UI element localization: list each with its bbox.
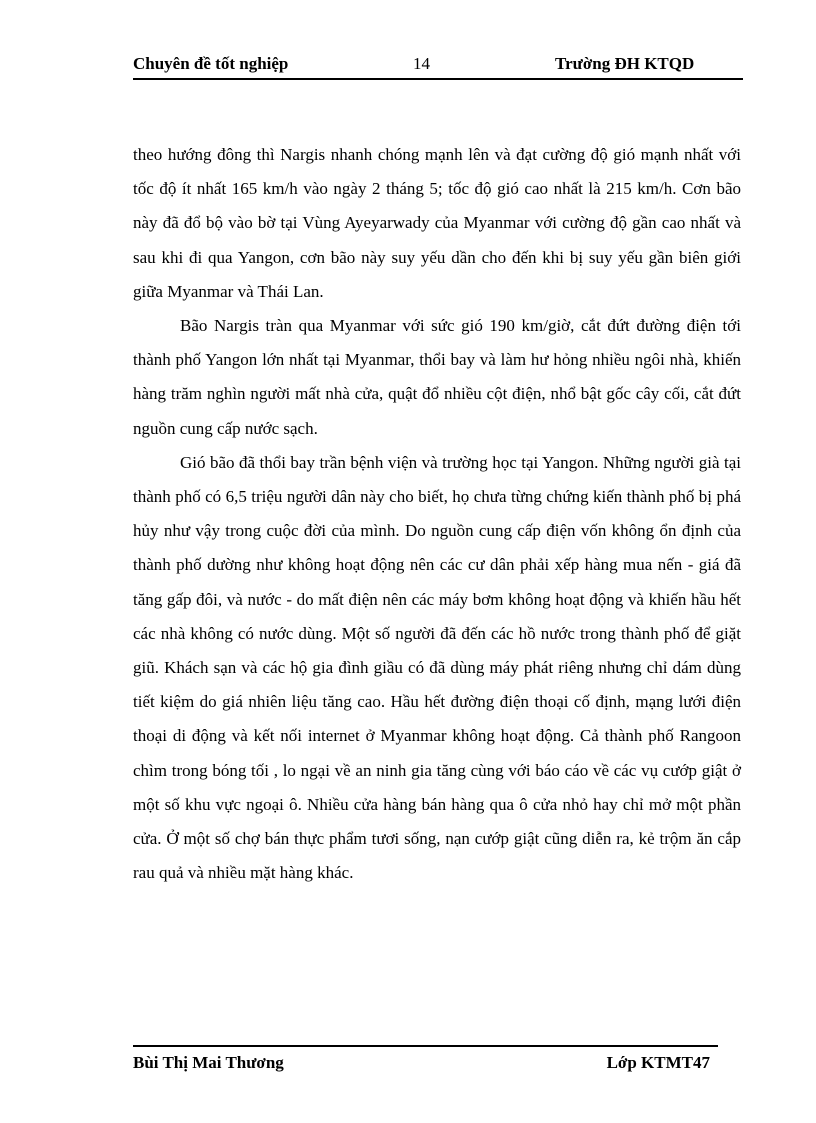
- page-header: [133, 52, 743, 80]
- document-body: [133, 138, 741, 890]
- header-document-title: Chuyên đề tốt nghiệp: [133, 54, 289, 73]
- body-paragraph-1: theo hướng đông thì Nargis nhanh chóng mạnh lên và đạt cường độ gió mạnh nhất với tốc độ ít nhất 165 km/h vào ngày 2 tháng 5; tốc độ gió cao nhất là 215 km/h. Cơn bão này đã đổ bộ vào bờ tại Vùng Ayeyarwady của Myanmar với cường độ gần cao nhất và sau khi đi qua Yangon, cơn bão này suy yếu dần cho đến khi bị suy yếu gần biên giới giữa Myanmar và Thái Lan.: [133, 145, 741, 301]
- footer-class: Lớp KTMT47: [606, 1053, 710, 1072]
- footer-author: Bùi Thị Mai Thương: [133, 1053, 284, 1072]
- body-paragraph-2: Bão Nargis tràn qua Myanmar với sức gió 190 km/giờ, cắt đứt đường điện tới thành phố Yangon lớn nhất tại Myanmar, thổi bay và làm hư hỏng nhiều ngôi nhà, khiến hàng trăm nghìn người mất nhà cửa, quật đổ nhiều cột điện, nhổ bật gốc cây cối, cắt đứt nguồn cung cấp nước sạch.: [133, 316, 741, 438]
- body-paragraph-3: Gió bão đã thổi bay trần bệnh viện và trường học tại Yangon. Những người già tại thành phố có 6,5 triệu người dân này cho biết, họ chưa từng chứng kiến thành phố bị phá hủy như vậy trong cuộc đời của mình. Do nguồn cung cấp điện vốn không ổn định của thành phố dường như không hoạt động nên các cư dân phải xếp hàng mua nến - giá đã tăng gấp đôi, và nước - do mất điện nên các máy bơm không hoạt động và khiến hầu hết các nhà không có nước dùng. Một số người đã đến các hồ nước trong thành phố để giặt giũ. Khách sạn và các hộ gia đình giầu có đã dùng máy phát riêng nhưng chỉ dám dùng tiết kiệm do giá nhiên liệu tăng cao. Hầu hết đường điện thoại cố định, mạng lưới điện thoại di động và kết nối internet ở Myanmar không hoạt động. Cả thành phố Rangoon chìm trong bóng tối , lo ngại về an ninh gia tăng cùng với báo cáo về các vụ cướp giật ở một số khu vực ngoại ô. Nhiều cửa hàng bán hàng qua ô cửa nhỏ hay chỉ mở một phần cửa. Ở một số chợ bán thực phẩm tươi sống, nạn cướp giật cũng diễn ra, kẻ trộm ăn cắp rau quả và nhiều mặt hàng khác.: [133, 452, 741, 883]
- header-page-number: 14: [413, 54, 430, 73]
- page-footer: [133, 1045, 718, 1077]
- header-university: Trường ĐH KTQD: [555, 54, 695, 73]
